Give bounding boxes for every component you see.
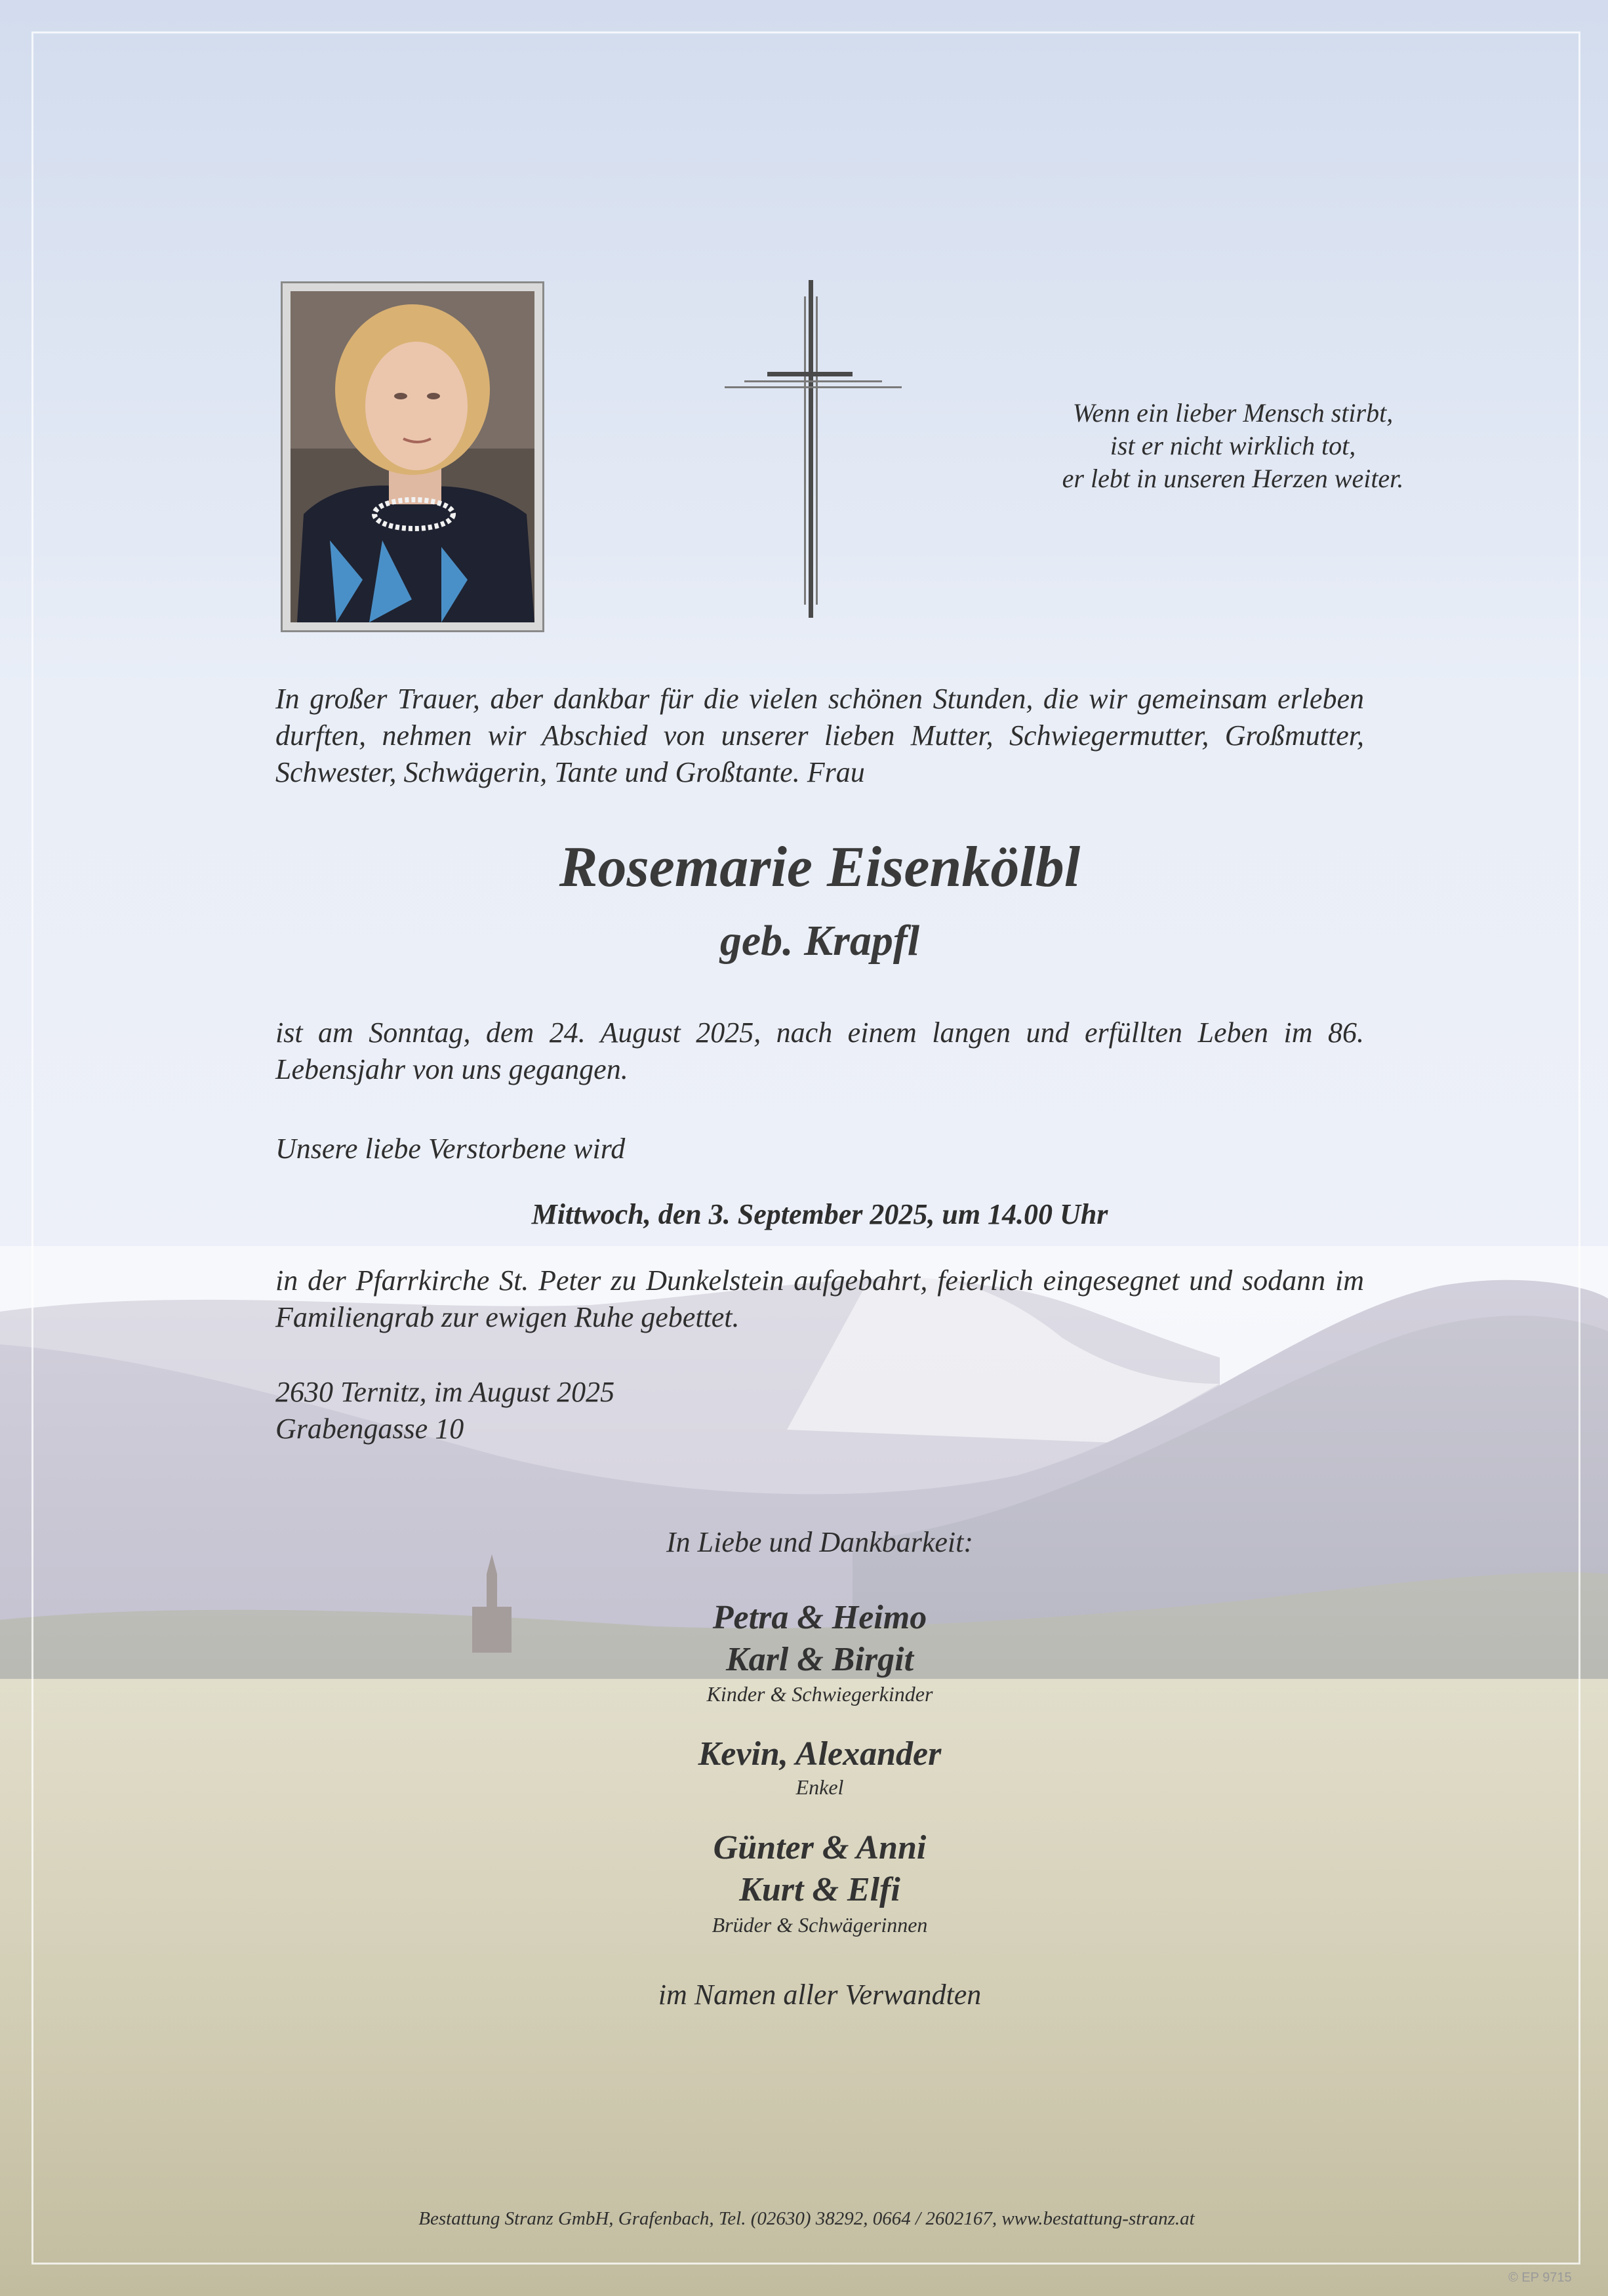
ceremony-date: Mittwoch, den 3. September 2025, um 14.00 Uhr: [531, 1198, 1108, 1230]
mourner-group-grandchildren: [459, 1733, 1180, 1775]
mourner-relation: Kinder & Schwiegerkinder: [706, 1682, 933, 1706]
mourner-names: Kurt & Elfi: [739, 1871, 900, 1908]
portrait-frame: [281, 281, 544, 632]
mourner-relation: Brüder & Schwägerinnen: [712, 1913, 928, 1937]
mourner-group-children: [459, 1597, 1180, 1681]
form-code: © EP 9715: [1508, 2270, 1572, 2285]
burial-text: in der Pfarrkirche St. Peter zu Dunkelstein aufgebahrt, feierlich eingesegnet und sodann im Familiengrab zur ewigen Ruhe gebettet.: [275, 1264, 1364, 1333]
thanks-heading: In Liebe und Dankbarkeit:: [666, 1526, 973, 1558]
mourner-names: Kevin, Alexander: [698, 1735, 942, 1773]
mourner-names: Petra & Heimo: [712, 1599, 927, 1636]
intro-text: In großer Trauer, aber dankbar für die vielen schönen Stunden, die wir gemeinsam erleben durften, nehmen wir Abschied von unserer lieben Mutter, Schwiegermutter, Großmutter, Schwester, Schwägerin, Tante und Großtante. Frau: [275, 683, 1364, 788]
deceased-name: Rosemarie Eisenkölbl: [559, 836, 1081, 899]
closing-text: im Namen aller Verwandten: [658, 1979, 982, 2011]
poem-line: Wenn ein lieber Mensch stirbt,: [1072, 398, 1394, 428]
cross-icon: [725, 280, 902, 618]
portrait-photo: [291, 291, 534, 622]
maiden-name: geb. Krapfl: [719, 917, 920, 965]
address-line: 2630 Ternitz, im August 2025: [275, 1376, 615, 1408]
poem-line: er lebt in unseren Herzen weiter.: [1062, 464, 1404, 493]
address-line: Grabengasse 10: [275, 1413, 464, 1445]
will-text: Unsere liebe Verstorbene wird: [275, 1133, 626, 1165]
mourner-relation: Enkel: [795, 1775, 844, 1799]
portrait-image: [291, 291, 534, 622]
poem-line: ist er nicht wirklich tot,: [1110, 431, 1356, 460]
death-notice: ist am Sonntag, dem 24. August 2025, nach einem langen und erfüllten Leben im 86. Lebensjahr von uns gegangen.: [275, 1017, 1364, 1085]
funeral-home-footer: Bestattung Stranz GmbH, Grafenbach, Tel. (02630) 38292, 0664 / 2602167, www.bestattung-stranz.at: [418, 2208, 1195, 2229]
mourner-names: Günter & Anni: [713, 1829, 927, 1866]
poem: [905, 397, 1561, 495]
mourner-group-siblings: [459, 1827, 1180, 1911]
address: [275, 1374, 1062, 1447]
mourner-names: Karl & Birgit: [725, 1641, 914, 1678]
